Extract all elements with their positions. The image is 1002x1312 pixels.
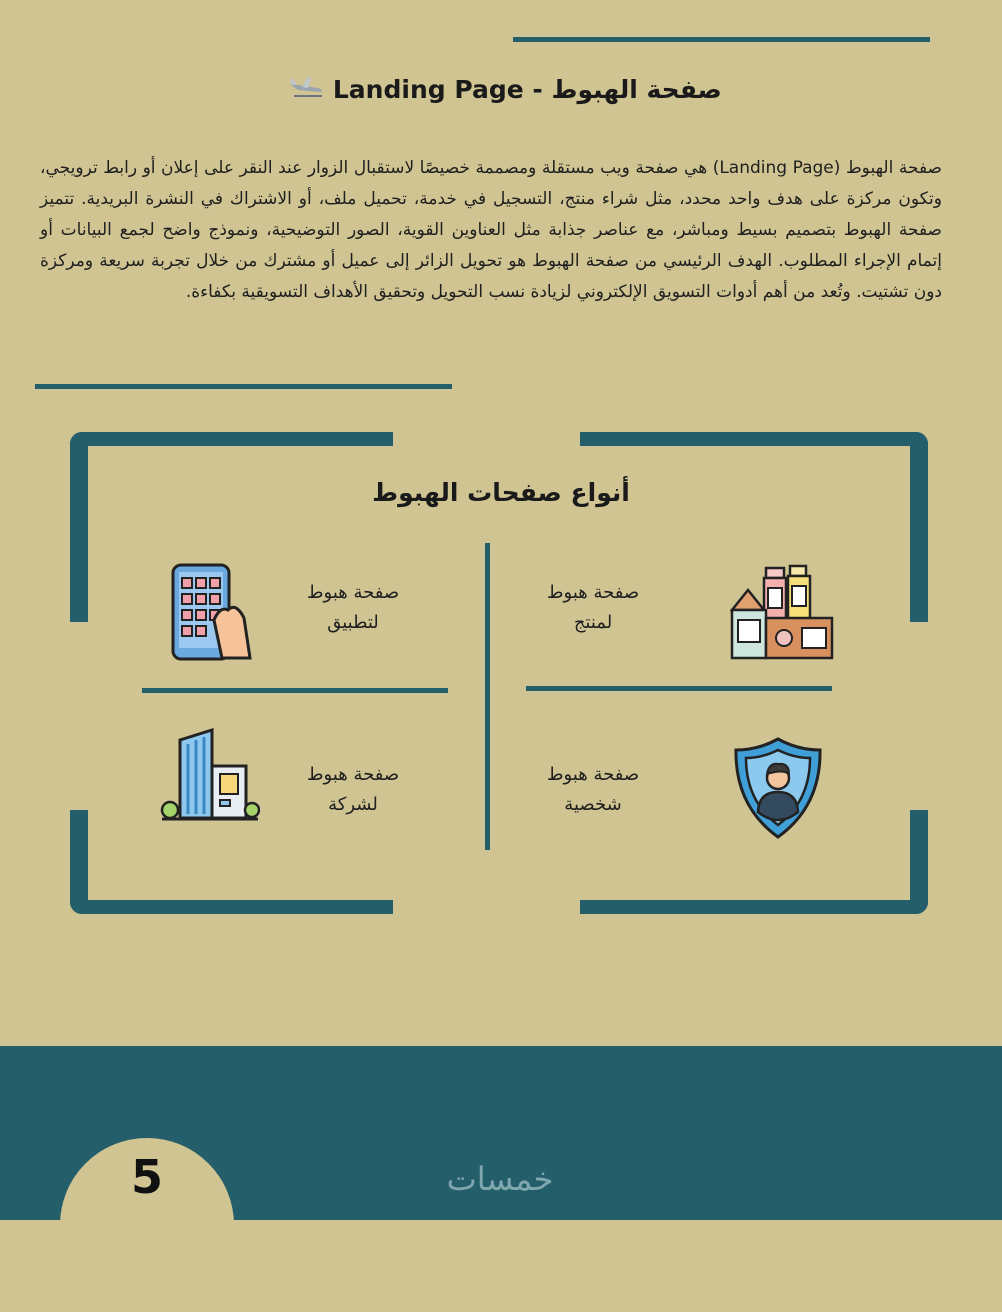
top-divider (513, 37, 930, 42)
type-product-line1: صفحة هبوط (546, 582, 640, 603)
type-product-line2: لمنتج (573, 612, 613, 633)
grid-vertical-divider (485, 543, 490, 850)
page-number: 5 (130, 1150, 163, 1204)
personal-shield-icon (733, 736, 823, 844)
type-company-label (278, 760, 428, 820)
type-company-line1: صفحة هبوط (306, 764, 400, 785)
type-personal-line2: شخصية (564, 794, 622, 815)
grid-horizontal-divider-left (142, 688, 448, 693)
page-title (0, 72, 1002, 104)
type-company-line2: لشركة (328, 794, 378, 815)
type-app-line2: لتطبيق (327, 612, 379, 633)
type-product-label (518, 578, 668, 638)
title-text: صفحة الهبوط - Landing Page (332, 75, 722, 104)
middle-divider (35, 384, 452, 389)
type-app-line1: صفحة هبوط (306, 582, 400, 603)
airplane-landing-icon (288, 72, 324, 104)
company-building-icon (160, 726, 260, 826)
product-bottles-icon (730, 556, 836, 666)
types-title: أنواع صفحات الهبوط (372, 478, 630, 507)
type-personal-line1: صفحة هبوط (546, 764, 640, 785)
grid-horizontal-divider-right (526, 686, 832, 691)
type-app-label (278, 578, 428, 638)
brand-logo: خمسات (446, 1160, 554, 1198)
mobile-app-icon (170, 562, 254, 666)
type-personal-label (518, 760, 668, 820)
intro-paragraph: صفحة الهبوط (Landing Page) هي صفحة ويب مستقلة ومصممة خصيصًا لاستقبال الزوار عند النقر على إعلان أو رابط ترويجي، وتكون مركزة على هدف واحد محدد، مثل شراء منتج، التسجيل في خدمة، تحميل ملف، أو الاشتراك في النشرة البريدية. تتميز صفحة الهبوط بتصميم بسيط ومباشر، مع عناصر جذابة مثل العناوين القوية، الصور التوضيحية، ونموذج واضح لجمع البيانات أو إتمام الإجراء المطلوب. الهدف الرئيسي من صفحة الهبوط هو تحويل الزائر إلى عميل أو مشترك من خلال تجربة سريعة ومركزة دون تشتيت. وتُعد من أهم أدوات التسويق الإلكتروني لزيادة نسب التحويل وتحقيق الأهداف التسويقية بكفاءة. (40, 158, 942, 302)
